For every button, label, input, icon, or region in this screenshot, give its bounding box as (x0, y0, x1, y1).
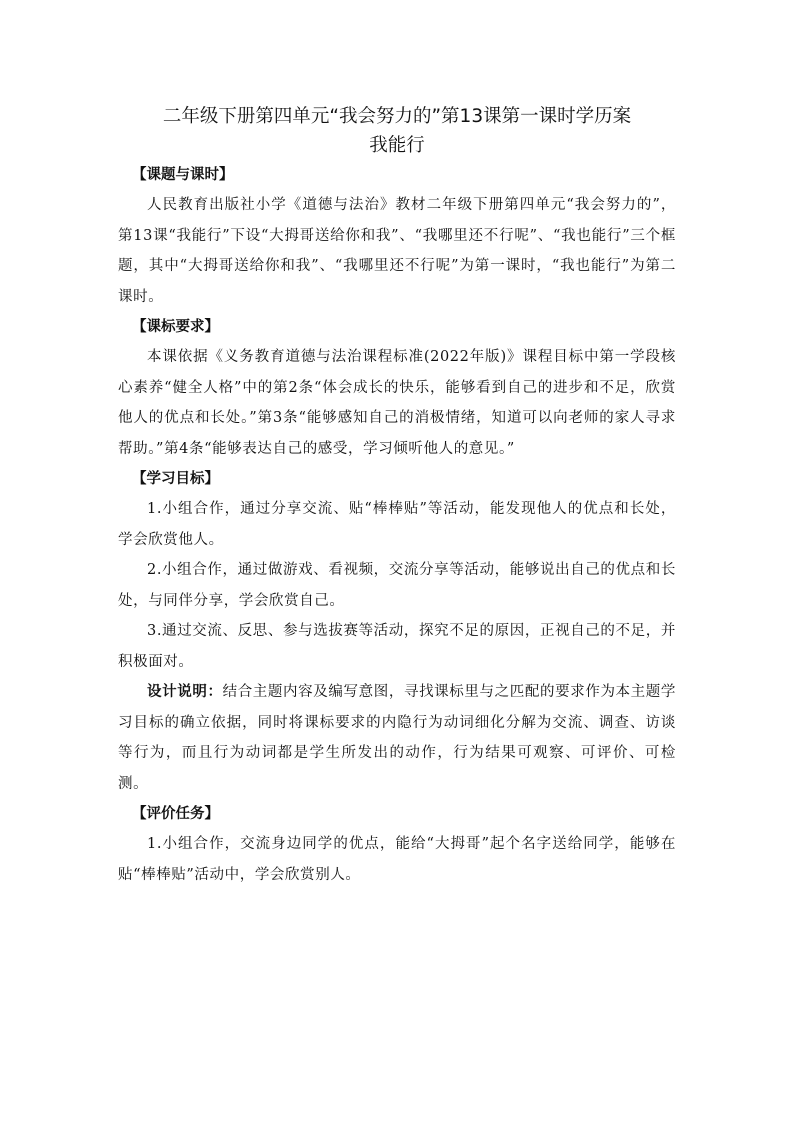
goal-item-3: 3.通过交流、反思、参与选拔赛等活动，探究不足的原因，正视自己的不足，并积极面对。 (118, 623, 676, 670)
evaluation-item-1: 1.小组合作，交流身边同学的优点，能给“大拇哥”起个名字送给同学，能够在贴“棒棒贴”活动中，学会欣赏别人。 (118, 836, 676, 883)
section-heading-topic: 【课题与课时】 (132, 167, 234, 183)
document-title: 二年级下册第四单元“我会努力的”第13课第一课时学历案 (162, 106, 632, 127)
design-note-text: 结合主题内容及编写意图，寻找课标里与之匹配的要求作为本主题学习目标的确立依据，同时将课标要求的内隐行为动词细化分解为交流、调查、访谈等行为，而且行为动词都是学生所发出的动作，行为结果可观察、可评价、可检测。 (118, 684, 677, 792)
section-evaluation (118, 799, 676, 890)
section-heading-evaluation: 【评价任务】 (132, 806, 219, 822)
standards-paragraph: 本课依据《义务教育道德与法治课程标准(2022年版)》课程目标中第一学段核心素养“健全人格”中的第2条“体会成长的快乐，能够看到自己的进步和不足，欣赏他人的优点和长处。”第3条“能够感知自己的消极情绪，知道可以向老师的家人寻求帮助。”第4条“能够表达自己的感受，学习倾听他人的意见。” (118, 349, 676, 457)
section-topic (118, 160, 676, 312)
document-subtitle: 我能行 (369, 135, 425, 156)
topic-paragraph: 人民教育出版社小学《道德与法治》教材二年级下册第四单元“我会努力的”，第13课“我能行”下设“大拇哥送给你和我”、“我哪里还不行呢”、“我也能行”三个框题，其中“大拇哥送给你和我”、“我哪里还不行呢”为第一课时，“我也能行”为第二课时。 (118, 197, 676, 305)
section-heading-standards: 【课标要求】 (132, 319, 219, 335)
goal-item-2: 2.小组合作，通过做游戏、看视频，交流分享等活动，能够说出自己的优点和长处，与同伴分享，学会欣赏自己。 (118, 562, 676, 609)
section-heading-goals: 【学习目标】 (132, 471, 219, 487)
design-note-label: 设计说明： (147, 684, 223, 700)
design-note (118, 677, 676, 799)
section-goals (118, 464, 676, 799)
section-standards (118, 312, 676, 464)
document-page (118, 100, 676, 890)
goal-item-1: 1.小组合作，通过分享交流、贴“棒棒贴”等活动，能发现他人的优点和长处，学会欣赏他人。 (118, 501, 676, 548)
